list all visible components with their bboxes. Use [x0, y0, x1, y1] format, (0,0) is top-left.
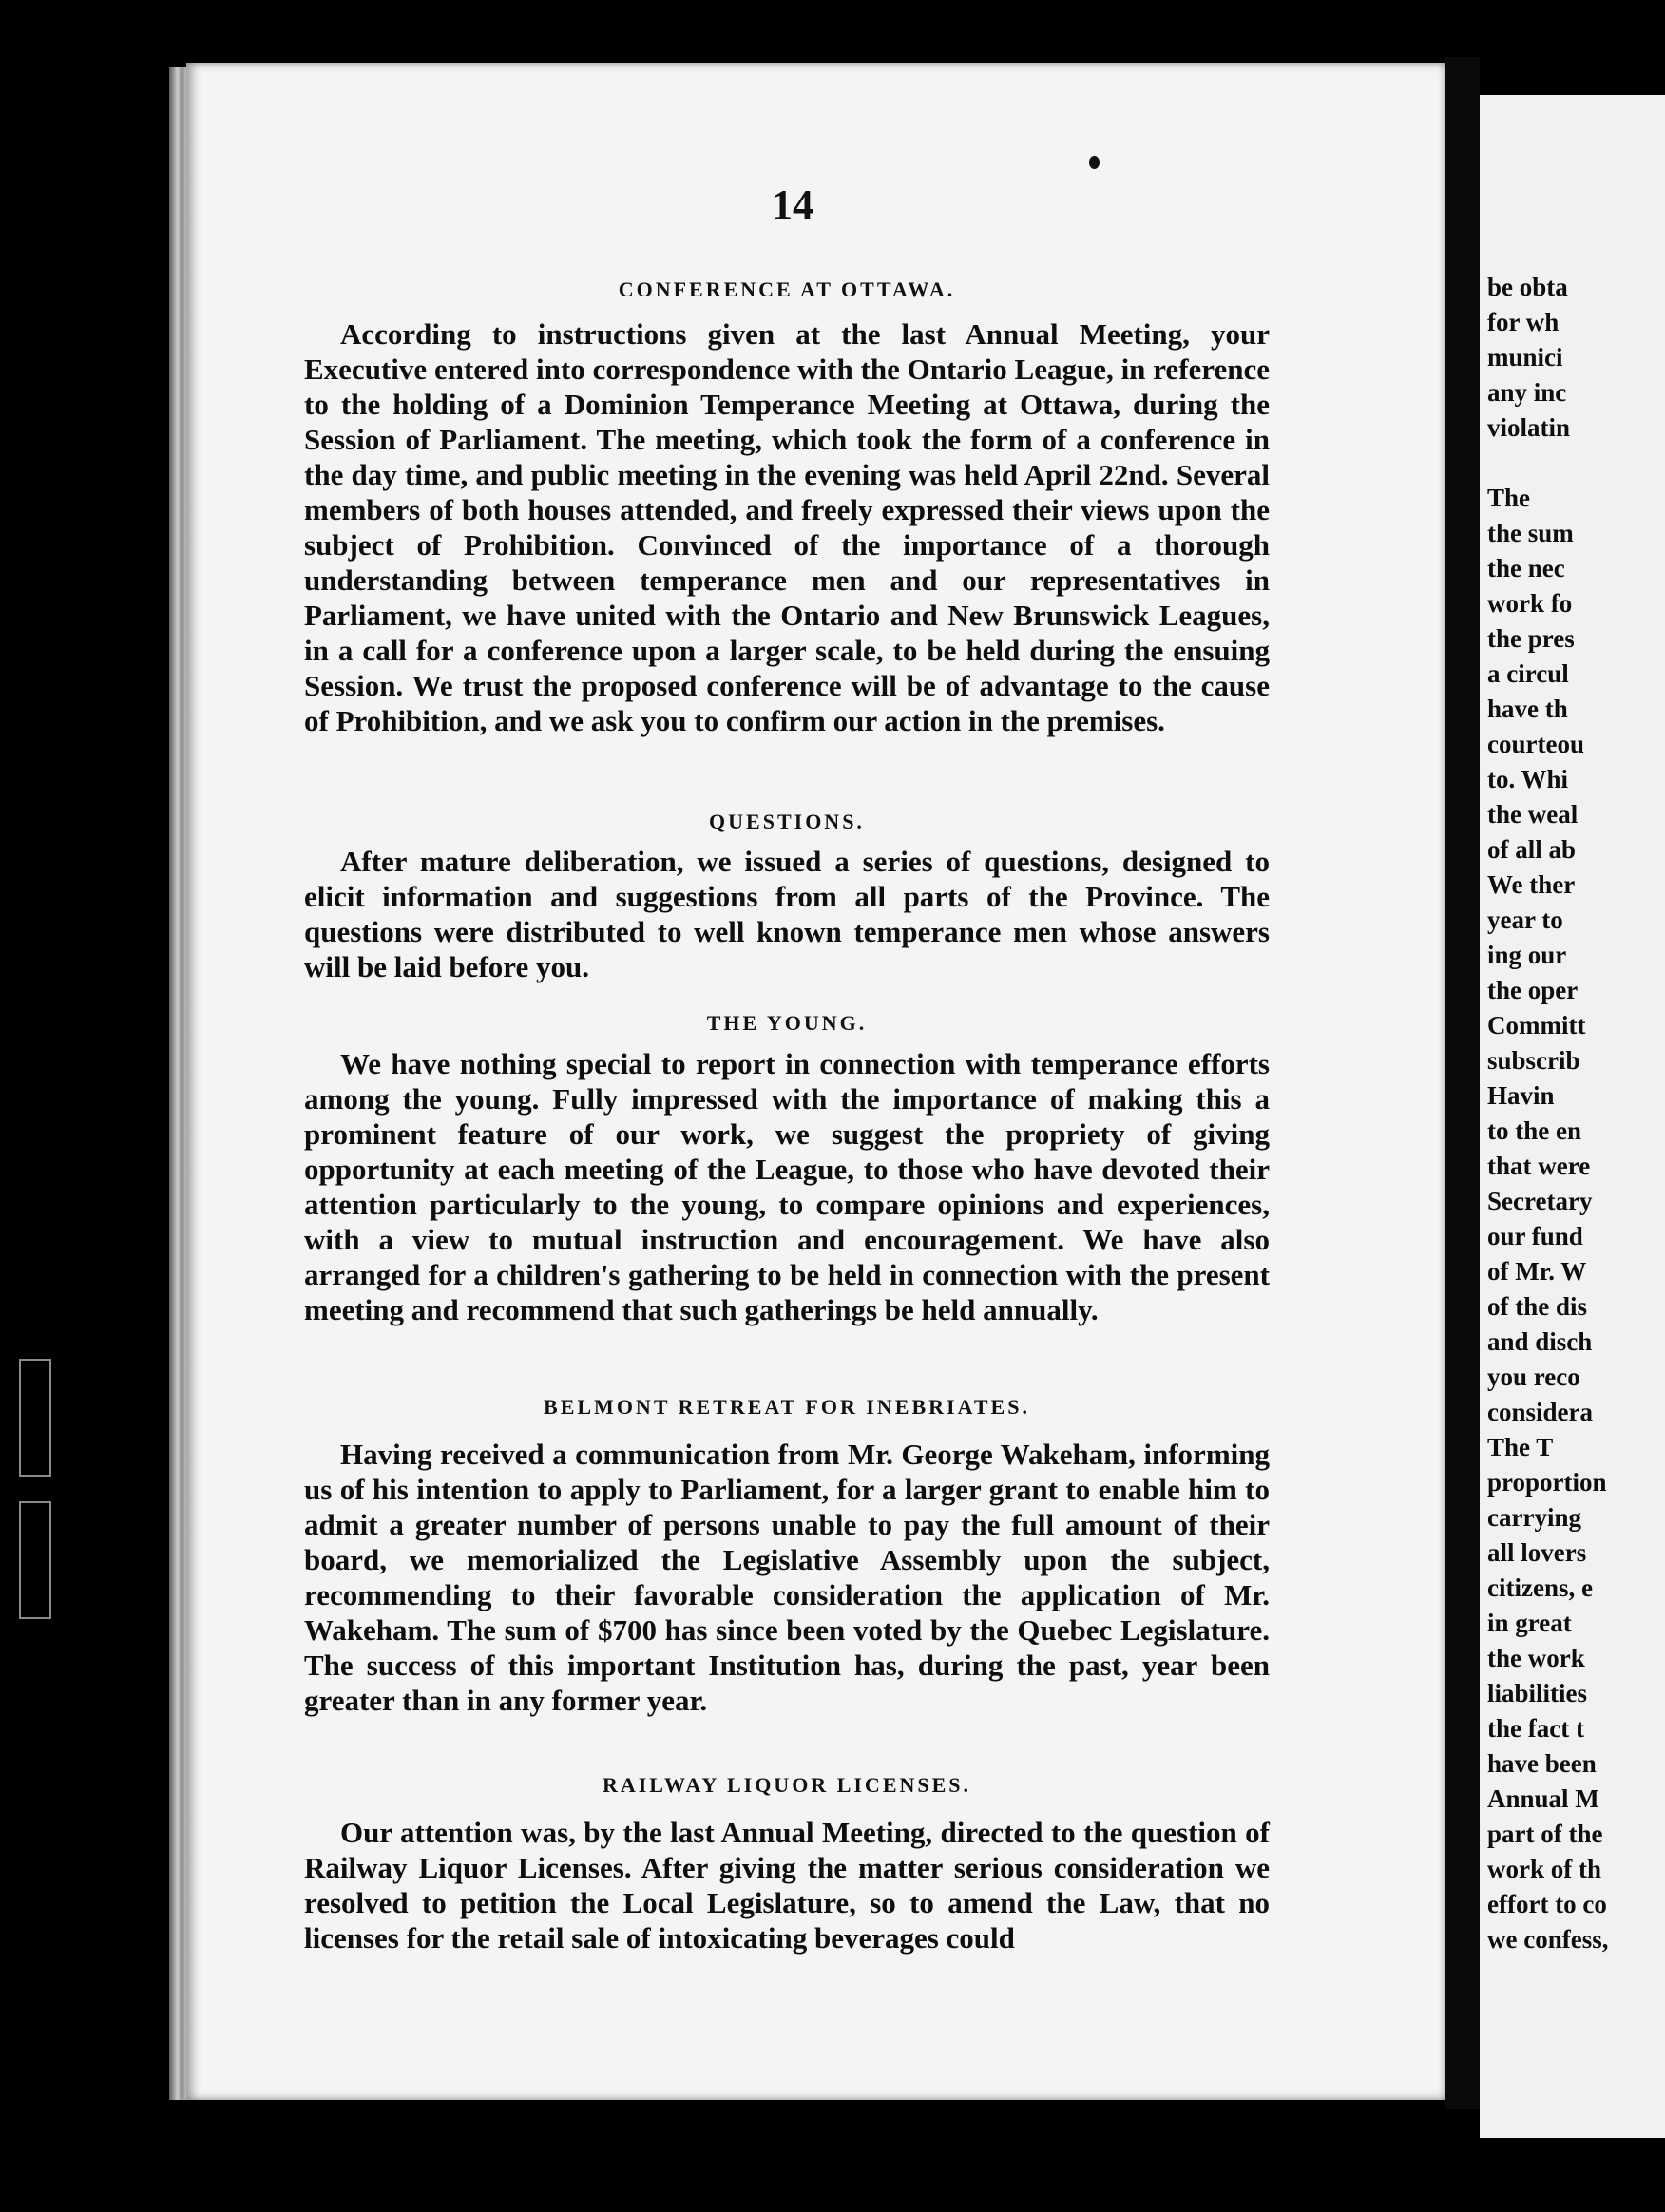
- right-page-line: The T: [1487, 1433, 1554, 1461]
- right-page-line: of all ab: [1487, 835, 1577, 864]
- right-page-line: the work: [1487, 1644, 1585, 1672]
- right-page-text: [1487, 270, 1665, 1957]
- right-page-line: to the en: [1487, 1116, 1581, 1145]
- index-tabs: [19, 1359, 51, 1682]
- right-page-line: our fund: [1487, 1222, 1583, 1250]
- right-page-line: to. Whi: [1487, 765, 1569, 793]
- right-page-line: considera: [1487, 1398, 1593, 1426]
- index-tab-upper: [19, 1359, 51, 1477]
- right-page-line: the pres: [1487, 624, 1575, 653]
- right-page-line: citizens, e: [1487, 1573, 1593, 1602]
- right-page-line: We ther: [1487, 870, 1576, 899]
- right-page-line: Secretary: [1487, 1187, 1593, 1215]
- right-page-line: any inc: [1487, 378, 1567, 407]
- right-page-line: have th: [1487, 695, 1568, 723]
- right-page-line: a circul: [1487, 659, 1569, 688]
- right-page-line: that were: [1487, 1152, 1591, 1180]
- section-text-questions: After mature deliberation, we issued a series of questions, designed to elicit information and suggestions from all parts of the Province. The questions were distributed to well known temperance men whose answers will be laid before you.: [304, 845, 1270, 983]
- right-page-line: liabilities: [1487, 1679, 1588, 1707]
- right-page-line: the fact t: [1487, 1714, 1584, 1743]
- section-text-young: We have nothing special to report in connection with temperance efforts among the young. Fully impressed with the importance of making this a prominent feature of our work, we suggest the propriety of giving opportunity at each meeting of the League, to those who have devoted their attention particularly to the young, to compare opinions and experiences, with a view to mutual instruction and encouragement. We have also arranged for a children's gathering to be held in connection with the present meeting and recommend that such gatherings be held annually.: [304, 1047, 1270, 1326]
- right-page-line: work fo: [1487, 589, 1573, 618]
- right-page-line: subscrib: [1487, 1046, 1580, 1075]
- right-page-line: be obta: [1487, 273, 1568, 301]
- right-page-line: munici: [1487, 343, 1563, 372]
- right-page-line: the nec: [1487, 554, 1565, 582]
- right-page-line: you reco: [1487, 1363, 1580, 1391]
- right-page-line: work of th: [1487, 1855, 1601, 1883]
- right-page-line: Annual M: [1487, 1784, 1599, 1813]
- section-heading-young: THE YOUNG.: [706, 1011, 868, 1035]
- right-page-line: Committ: [1487, 1011, 1586, 1039]
- right-page-line: of Mr. W: [1487, 1257, 1587, 1286]
- section-heading-railway: RAILWAY LIQUOR LICENSES.: [602, 1773, 972, 1797]
- right-page-line: ing our: [1487, 941, 1567, 969]
- right-page-line: Havin: [1487, 1081, 1555, 1110]
- right-page-line: [1487, 446, 1665, 481]
- section-heading-belmont: BELMONT RETREAT FOR INEBRIATES.: [544, 1395, 1030, 1419]
- right-page-line: all lovers: [1487, 1538, 1587, 1567]
- right-page-line: part of the: [1487, 1820, 1603, 1848]
- right-page-line: the weal: [1487, 800, 1579, 829]
- right-page-line: courteou: [1487, 730, 1584, 758]
- page-gutter: [1445, 57, 1480, 2109]
- ink-dot: [1089, 156, 1100, 169]
- section-heading-questions: QUESTIONS.: [709, 810, 865, 833]
- right-page-line: and disch: [1487, 1327, 1593, 1356]
- right-page-line: of the dis: [1487, 1292, 1588, 1321]
- right-page-line: carrying: [1487, 1503, 1581, 1532]
- right-page-line: effort to co: [1487, 1890, 1607, 1918]
- section-text-belmont: Having received a communication from Mr. George Wakeham, informing us of his intention to apply to Parliament, for a larger grant to enable him to admit a greater number of persons unable to pay the full amount of their board, we memorialized the Legislative Assembly upon the subject, recommending to their favorable consideration the application of Mr. Wakeham. The sum of $700 has since been voted by the Quebec Legislature. The success of this important Institution has, during the past, year been greater than in any former year.: [304, 1438, 1270, 1717]
- section-heading-conference: CONFERENCE AT OTTAWA.: [618, 277, 956, 301]
- right-page-line: for wh: [1487, 308, 1560, 336]
- right-page-line: year to: [1487, 906, 1563, 934]
- section-text-railway: Our attention was, by the last Annual Meeting, directed to the question of Railway Liquor Licenses. After giving the matter serious consideration we resolved to petition the Local Legislature, so to amend the Law, that no licenses for the retail sale of intoxicating beverages could: [304, 1816, 1270, 1955]
- right-page-line: The: [1487, 484, 1531, 512]
- right-page-line: violatin: [1487, 413, 1571, 442]
- right-page-line: the sum: [1487, 519, 1574, 547]
- section-text-conference: According to instructions given at the last Annual Meeting, your Executive entered into correspondence with the Ontario League, in reference to the holding of a Dominion Temperance Meeting at Ottawa, during the Session of Parliament. The meeting, which took the form of a conference in the day time, and public meeting in the evening was held April 22nd. Several members of both houses attended, and freely expressed their views upon the subject of Prohibition. Convinced of the importance of a thorough understanding between temperance men and our representatives in Parliament, we have united with the Ontario and New Brunswick Leagues, in a call for a conference upon a larger scale, to be held during the ensuing Session. We trust the proposed conference will be of advantage to the cause of Prohibition, and we ask you to confirm our action in the premises.: [304, 317, 1270, 737]
- index-tab-lower: [19, 1501, 51, 1619]
- right-page-line: we confess,: [1487, 1925, 1609, 1954]
- right-page-line: the oper: [1487, 976, 1579, 1004]
- right-page-line: have been: [1487, 1749, 1597, 1778]
- right-page-line: in great: [1487, 1609, 1572, 1637]
- page-number: 14: [772, 181, 813, 228]
- right-page-line: proportion: [1487, 1468, 1607, 1497]
